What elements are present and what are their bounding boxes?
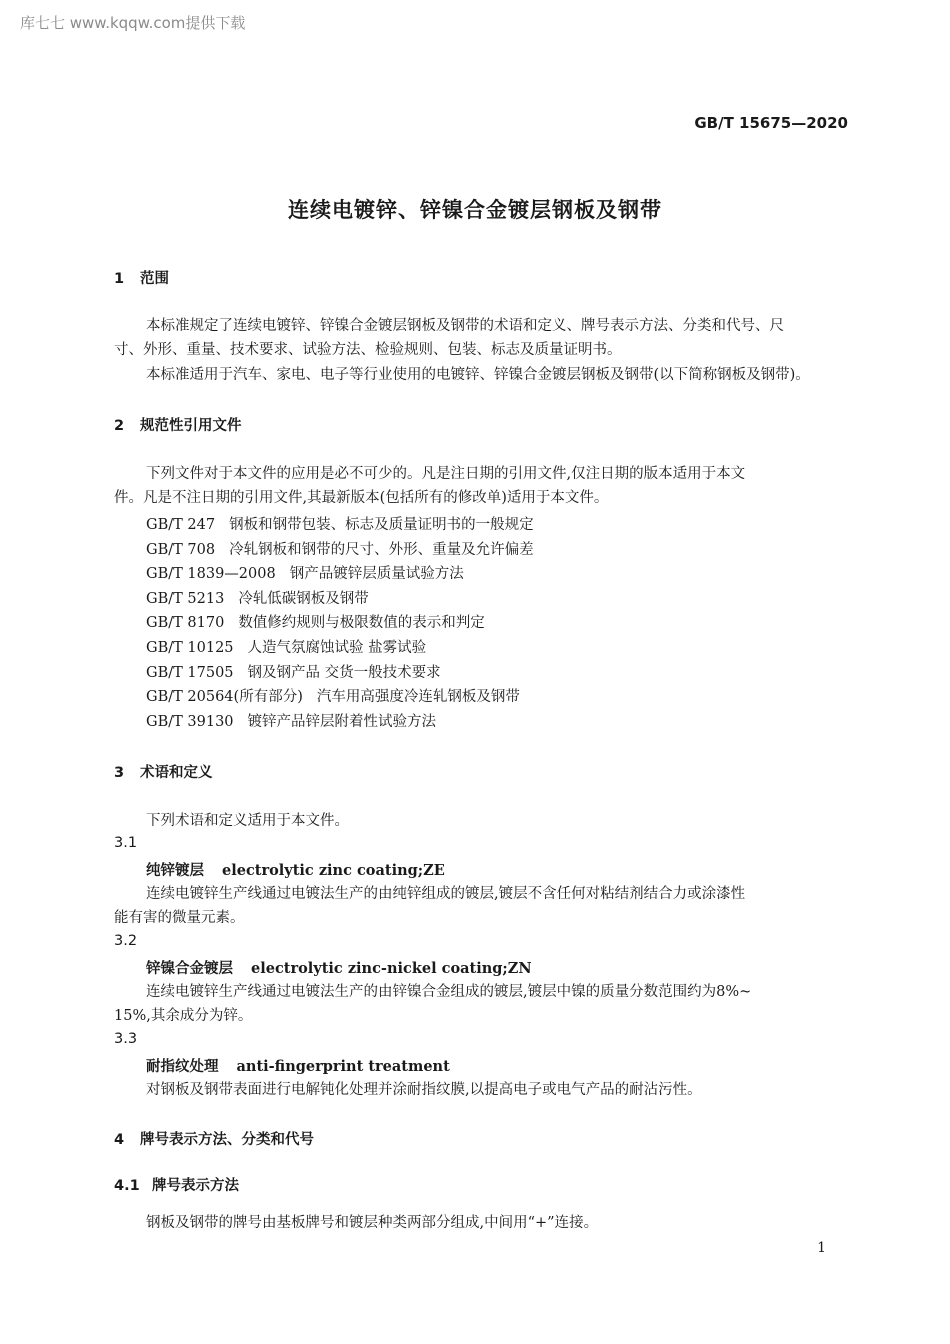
term-zh: 纯锌镀层 xyxy=(146,863,204,879)
section-number: 1 xyxy=(114,271,125,287)
reference-code: GB/T 10125 xyxy=(146,640,234,656)
term-definition-line: 15%,其余成分为锌。 xyxy=(114,1008,253,1024)
section-1-paragraph-line: 寸、外形、重量、技术要求、试验方法、检验规则、包装、标志及质量证明书。 xyxy=(114,342,622,358)
term-definition-line: 连续电镀锌生产线通过电镀法生产的由锌镍合金组成的镀层,镀层中镍的质量分数范围约为8%~ xyxy=(146,984,752,1000)
reference-title: 钢板和钢带包装、标志及质量证明书的一般规定 xyxy=(229,517,534,533)
section-title: 术语和定义 xyxy=(140,765,213,781)
subsection-number: 4.1 xyxy=(114,1178,140,1194)
section-number: 3 xyxy=(114,765,125,781)
standard-number: GB/T 15675—2020 xyxy=(694,114,848,132)
section-2-paragraph-line: 下列文件对于本文件的应用是必不可少的。凡是注日期的引用文件,仅注日期的版本适用于本文 xyxy=(146,466,746,482)
term-definition-line: 能有害的微量元素。 xyxy=(114,910,245,926)
term-zh: 锌镍合金镀层 xyxy=(146,961,233,977)
reference-title: 人造气氛腐蚀试验 盐雾试验 xyxy=(247,640,427,656)
section-1-heading xyxy=(114,267,169,288)
subsection-4-1-paragraph: 钢板及钢带的牌号由基板牌号和镀层种类两部分组成,中间用“+”连接。 xyxy=(146,1215,599,1231)
section-3-heading xyxy=(114,761,213,782)
reference-item xyxy=(146,562,464,583)
reference-code: GB/T 247 xyxy=(146,517,216,533)
clause-number: 3.2 xyxy=(114,933,138,949)
term-entry xyxy=(146,1055,450,1076)
reference-code: GB/T 39130 xyxy=(146,714,234,730)
term-entry xyxy=(146,859,445,880)
section-2-heading xyxy=(114,414,242,435)
reference-code: GB/T 17505 xyxy=(146,665,234,681)
section-title: 规范性引用文件 xyxy=(140,418,242,434)
section-title: 范围 xyxy=(140,271,169,287)
reference-item xyxy=(146,636,426,657)
reference-title: 汽车用高强度冷连轧钢板及钢带 xyxy=(316,689,520,705)
watermark-text: 库七七 www.kqqw.com提供下载 xyxy=(20,14,246,32)
term-en: anti-fingerprint treatment xyxy=(236,1058,450,1075)
reference-item xyxy=(146,661,441,682)
reference-title: 钢及钢产品 交货一般技术要求 xyxy=(247,665,441,681)
section-1-paragraph-2: 本标准适用于汽车、家电、电子等行业使用的电镀锌、锌镍合金镀层钢板及钢带(以下简称钢板及钢带)。 xyxy=(146,367,810,383)
reference-item xyxy=(146,538,534,559)
reference-title: 冷轧钢板和钢带的尺寸、外形、重量及允许偏差 xyxy=(229,542,534,558)
reference-item xyxy=(146,587,369,608)
reference-title: 钢产品镀锌层质量试验方法 xyxy=(289,566,464,582)
document-title: 连续电镀锌、锌镍合金镀层钢板及钢带 xyxy=(288,198,662,222)
clause-number: 3.3 xyxy=(114,1031,138,1047)
reference-title: 镀锌产品锌层附着性试验方法 xyxy=(247,714,437,730)
reference-item xyxy=(146,685,520,706)
reference-item xyxy=(146,513,534,534)
section-number: 2 xyxy=(114,418,125,434)
reference-code: GB/T 20564(所有部分) xyxy=(146,689,303,705)
term-definition-line: 对钢板及钢带表面进行电解钝化处理并涂耐指纹膜,以提高电子或电气产品的耐沾污性。 xyxy=(146,1082,702,1098)
reference-code: GB/T 1839—2008 xyxy=(146,566,276,582)
reference-code: GB/T 8170 xyxy=(146,615,225,631)
reference-code: GB/T 708 xyxy=(146,542,216,558)
clause-number: 3.1 xyxy=(114,835,138,851)
section-title: 牌号表示方法、分类和代号 xyxy=(140,1132,314,1148)
page-number: 1 xyxy=(817,1240,826,1256)
term-zh: 耐指纹处理 xyxy=(146,1059,219,1075)
section-2-paragraph-line: 件。凡是不注日期的引用文件,其最新版本(包括所有的修改单)适用于本文件。 xyxy=(114,490,609,506)
reference-title: 数值修约规则与极限数值的表示和判定 xyxy=(238,615,485,631)
term-en: electrolytic zinc-nickel coating;ZN xyxy=(251,960,532,977)
reference-title: 冷轧低碳钢板及钢带 xyxy=(238,591,369,607)
section-3-intro: 下列术语和定义适用于本文件。 xyxy=(146,813,349,829)
section-number: 4 xyxy=(114,1132,125,1148)
section-4-heading xyxy=(114,1128,314,1149)
term-entry xyxy=(146,957,532,978)
section-1-paragraph-line: 本标准规定了连续电镀锌、锌镍合金镀层钢板及钢带的术语和定义、牌号表示方法、分类和代号、尺 xyxy=(146,318,784,334)
reference-item xyxy=(146,710,436,731)
reference-item xyxy=(146,611,485,632)
reference-code: GB/T 5213 xyxy=(146,591,225,607)
term-en: electrolytic zinc coating;ZE xyxy=(222,862,445,879)
subsection-title: 牌号表示方法 xyxy=(152,1178,239,1194)
term-definition-line: 连续电镀锌生产线通过电镀法生产的由纯锌组成的镀层,镀层不含任何对粘结剂结合力或涂漆性 xyxy=(146,886,746,902)
subsection-4-1-heading xyxy=(114,1174,239,1195)
